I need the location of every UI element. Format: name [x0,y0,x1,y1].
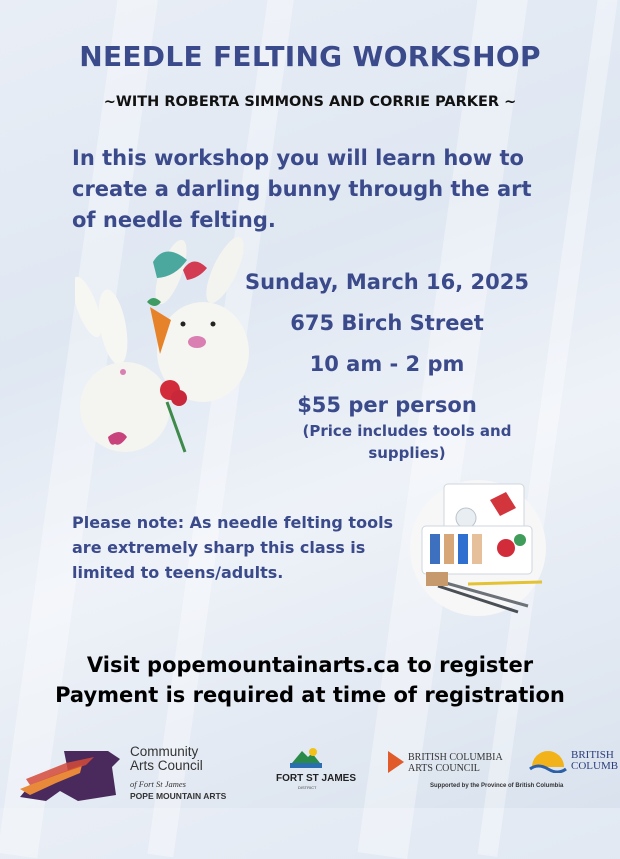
bcgov-line: BRITISH [571,749,614,761]
bc-government-name [571,750,618,772]
safety-note [72,510,402,585]
price-note: (Price includes tools and supplies) [302,422,512,462]
felted-bunnies-image [75,232,250,457]
felting-supplies-image [408,478,548,618]
workshop-intro [72,143,562,236]
intro-line: create a darling bunny through the art [72,177,532,201]
instructors-subtitle: ~WITH ROBERTA SIMMONS AND CORRIE PARKER ~ [103,94,517,110]
bcgov-line: COLUMB [571,760,619,772]
province-support-text: Supported by the Province of British Columbia [430,783,564,789]
bc-arts-council-logo-icon [386,749,406,775]
sponsor-footer [0,735,620,808]
intro-line: In this workshop you will learn how to [72,146,524,170]
cac-line: Community [130,744,199,759]
cac-logo-icon [16,743,124,803]
note-line: are extremely sharp this class is [72,538,366,557]
payment-line: Payment is required at time of registration [55,683,565,707]
register-line: Visit popemountainarts.ca to register [86,653,534,677]
event-details [232,262,542,462]
event-address: 675 Birch Street [290,311,484,335]
bcac-line: BRITISH COLUMBIA [408,752,503,763]
note-line: limited to teens/adults. [72,563,284,582]
cac-line: Arts Council [130,758,203,773]
cac-name [130,745,203,773]
bcac-line: ARTS COUNCIL [408,763,480,774]
event-price: $55 per person [297,393,477,417]
bc-government-logo-icon [528,745,568,773]
note-line: Please note: As needle felting tools [72,513,394,532]
cac-location: of Fort St James [130,779,186,789]
event-date: Sunday, March 16, 2025 [244,270,530,294]
fort-st-james-name: FORT ST JAMES [276,773,357,784]
call-to-action [0,650,620,710]
fort-st-james-logo-icon [288,745,324,771]
event-time: 10 am - 2 pm [309,352,465,376]
pope-mountain-arts: POPE MOUNTAIN ARTS [130,791,227,801]
fort-st-james-district: DISTRICT [298,785,317,790]
bc-arts-council-name [408,752,503,774]
page-title: NEEDLE FELTING WORKSHOP [79,40,541,73]
intro-line: of needle felting. [72,208,276,232]
